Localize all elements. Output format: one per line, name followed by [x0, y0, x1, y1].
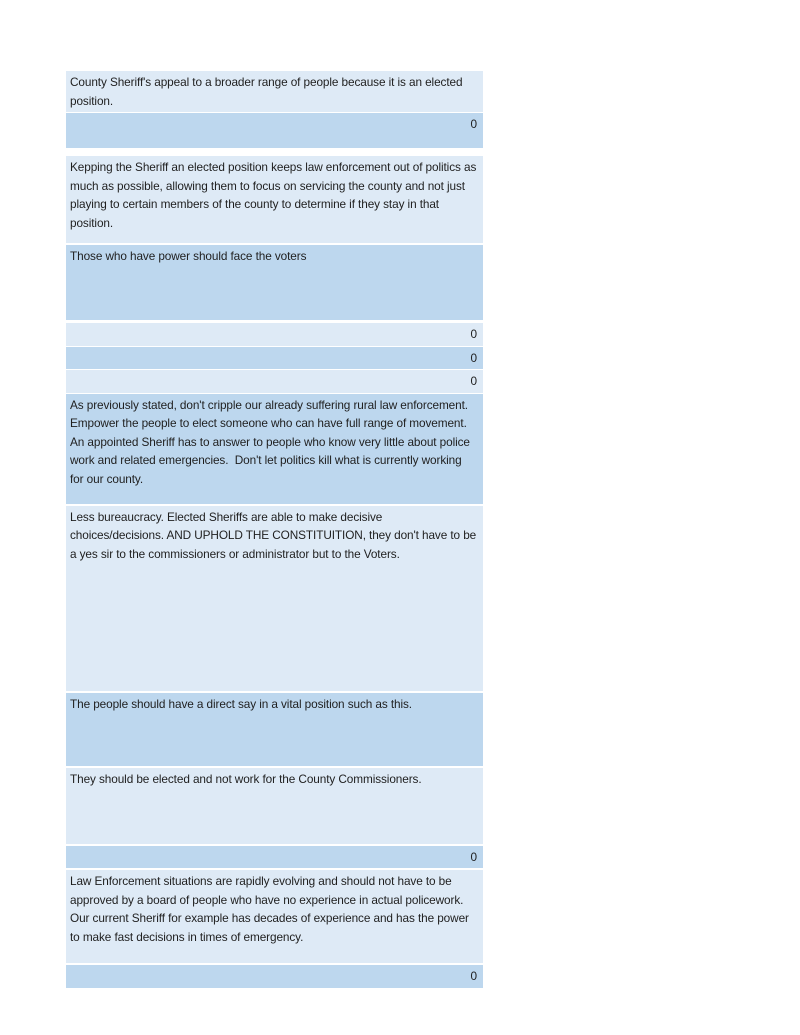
- count-cell: 0: [66, 323, 483, 346]
- response-cell: Law Enforcement situations are rapidly evolving and should not have to be approved by a board of people who have no experience in actual policework. Our current Sheriff for example has decades of experience and has the power to make fast decisions in times of emergency.: [66, 870, 483, 963]
- response-cell: County Sheriff's appeal to a broader range of people because it is an elected position.: [66, 71, 483, 112]
- count-cell: 0: [66, 347, 483, 370]
- count-cell: 0: [66, 846, 483, 869]
- response-cell: Less bureaucracy. Elected Sheriffs are able to make decisive choices/decisions. AND UPHOLD THE CONSTITUITION, they don't have to be a yes sir to the commissioners or administrator but to the Voters.: [66, 506, 483, 691]
- response-cell: Kepping the Sheriff an elected position keeps law enforcement out of politics as much as possible, allowing them to focus on servicing the county and not just playing to certain members of the county to determine if they stay in that position.: [66, 156, 483, 243]
- count-cell: 0: [66, 370, 483, 393]
- response-cell: The people should have a direct say in a vital position such as this.: [66, 693, 483, 766]
- response-cell: As previously stated, don't cripple our already suffering rural law enforcement. Empower the people to elect someone who can have full range of movement. An appointed Sheriff has to answer to people who know very little about police work and related emergencies. Don't let politics kill what is currently working for our county.: [66, 394, 483, 504]
- response-cell: They should be elected and not work for the County Commissioners.: [66, 768, 483, 844]
- count-cell: 0: [66, 965, 483, 988]
- count-cell: 0: [66, 113, 483, 148]
- survey-response-table: [66, 71, 483, 988]
- response-cell: Those who have power should face the voters: [66, 245, 483, 320]
